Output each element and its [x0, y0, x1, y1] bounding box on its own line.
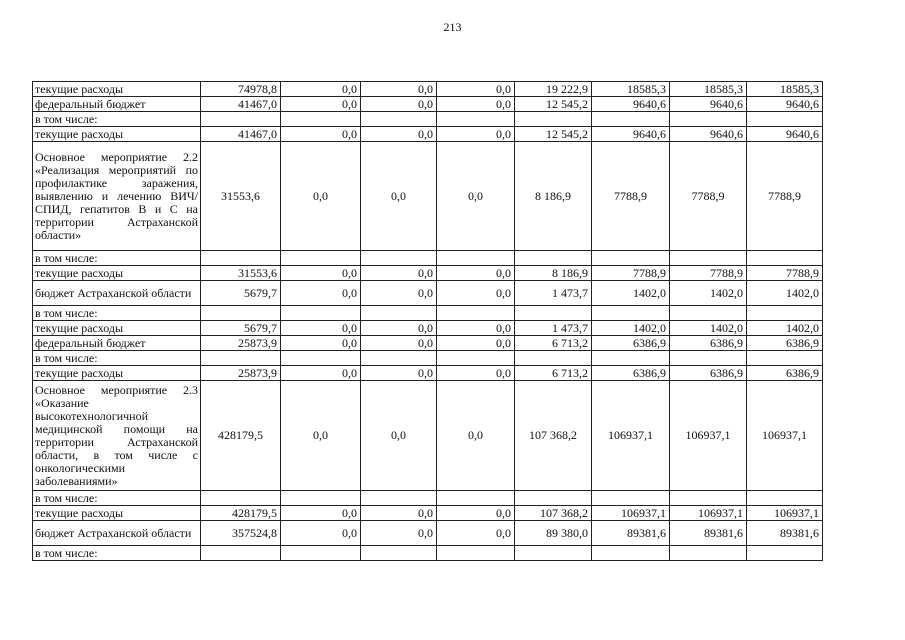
row-label: бюджет Астраханской области: [33, 521, 201, 546]
row-value-col-7: 9640,6: [670, 127, 747, 142]
row-value-col-1: 5679,7: [201, 321, 281, 336]
row-value-col-1: [201, 351, 281, 366]
row-value-col-6: 6386,9: [592, 366, 670, 381]
row-value-col-1: 31553,6: [201, 266, 281, 281]
row-value-col-3: 0,0: [361, 366, 437, 381]
row-value-col-5: 1 473,7: [515, 321, 592, 336]
row-value-col-6: [592, 251, 670, 266]
row-value-col-6: 89381,6: [592, 521, 670, 546]
row-value-col-4: 0,0: [437, 266, 515, 281]
row-label: Основное мероприятие 2.2 «Реализация мероприятий по профилактике заражения, выявлению и лечению ВИЧ/СПИД, гепатитов В и С на территории Астраханской области»: [33, 142, 201, 251]
row-value-col-3: 0,0: [361, 506, 437, 521]
row-value-col-2: 0,0: [281, 336, 361, 351]
row-value-col-1: [201, 491, 281, 506]
row-value-col-2: 0,0: [281, 142, 361, 251]
row-value-col-5: [515, 351, 592, 366]
row-value-col-4: 0,0: [437, 381, 515, 491]
row-value-col-7: 89381,6: [670, 521, 747, 546]
row-value-col-8: [747, 491, 823, 506]
row-value-col-3: [361, 491, 437, 506]
row-value-col-4: 0,0: [437, 281, 515, 306]
row-value-col-1: 25873,9: [201, 336, 281, 351]
row-value-col-4: [437, 351, 515, 366]
table-row: [33, 281, 823, 306]
table-row: [33, 112, 823, 127]
row-value-col-6: [592, 112, 670, 127]
table-row: [33, 366, 823, 381]
row-value-col-2: 0,0: [281, 97, 361, 112]
row-value-col-4: [437, 306, 515, 321]
table-row: [33, 142, 823, 251]
row-value-col-4: [437, 546, 515, 561]
row-value-col-2: 0,0: [281, 281, 361, 306]
row-value-col-3: [361, 112, 437, 127]
row-value-col-5: 6 713,2: [515, 366, 592, 381]
row-value-col-5: 89 380,0: [515, 521, 592, 546]
row-value-col-1: [201, 546, 281, 561]
row-value-col-2: [281, 491, 361, 506]
row-label: Основное мероприятие 2.3 «Оказание высокотехнологичной медицинской помощи на территории Астраханской области, в том числе с онкологическими заболеваниями»: [33, 381, 201, 491]
row-value-col-7: 106937,1: [670, 381, 747, 491]
row-value-col-3: 0,0: [361, 266, 437, 281]
row-label: в том числе:: [33, 546, 201, 561]
row-label: в том числе:: [33, 491, 201, 506]
row-value-col-6: 7788,9: [592, 142, 670, 251]
row-value-col-7: 6386,9: [670, 366, 747, 381]
row-value-col-5: 8 186,9: [515, 266, 592, 281]
row-value-col-1: 5679,7: [201, 281, 281, 306]
row-value-col-7: [670, 306, 747, 321]
row-value-col-8: 18585,3: [747, 82, 823, 97]
row-value-col-7: 9640,6: [670, 97, 747, 112]
row-label: текущие расходы: [33, 127, 201, 142]
row-value-col-7: 1402,0: [670, 321, 747, 336]
row-value-col-7: 18585,3: [670, 82, 747, 97]
row-value-col-8: [747, 251, 823, 266]
row-value-col-2: 0,0: [281, 321, 361, 336]
row-value-col-3: 0,0: [361, 82, 437, 97]
row-value-col-1: 428179,5: [201, 506, 281, 521]
row-value-col-4: [437, 251, 515, 266]
table-row: [33, 266, 823, 281]
row-value-col-2: 0,0: [281, 521, 361, 546]
row-value-col-1: 357524,8: [201, 521, 281, 546]
row-value-col-5: [515, 491, 592, 506]
row-value-col-5: 12 545,2: [515, 97, 592, 112]
table-row: [33, 127, 823, 142]
row-value-col-4: 0,0: [437, 506, 515, 521]
row-value-col-3: 0,0: [361, 281, 437, 306]
row-value-col-2: 0,0: [281, 127, 361, 142]
row-value-col-8: [747, 351, 823, 366]
row-value-col-5: 8 186,9: [515, 142, 592, 251]
row-value-col-6: 106937,1: [592, 381, 670, 491]
row-value-col-3: 0,0: [361, 97, 437, 112]
row-value-col-2: [281, 351, 361, 366]
row-value-col-3: 0,0: [361, 336, 437, 351]
row-value-col-7: 106937,1: [670, 506, 747, 521]
row-label: в том числе:: [33, 306, 201, 321]
row-value-col-7: [670, 546, 747, 561]
row-value-col-8: 9640,6: [747, 127, 823, 142]
row-value-col-5: 107 368,2: [515, 381, 592, 491]
table-row: [33, 82, 823, 97]
row-value-col-1: [201, 306, 281, 321]
row-value-col-6: [592, 351, 670, 366]
row-value-col-6: [592, 491, 670, 506]
row-value-col-8: 89381,6: [747, 521, 823, 546]
row-value-col-6: 9640,6: [592, 127, 670, 142]
row-value-col-7: 1402,0: [670, 281, 747, 306]
row-label: текущие расходы: [33, 266, 201, 281]
row-value-col-6: 18585,3: [592, 82, 670, 97]
row-value-col-8: 1402,0: [747, 281, 823, 306]
table-row: [33, 521, 823, 546]
row-value-col-3: [361, 251, 437, 266]
row-value-col-8: 7788,9: [747, 142, 823, 251]
row-value-col-6: 9640,6: [592, 97, 670, 112]
table-row: [33, 336, 823, 351]
table-row: [33, 491, 823, 506]
row-value-col-1: 41467,0: [201, 97, 281, 112]
row-value-col-5: 1 473,7: [515, 281, 592, 306]
row-value-col-3: 0,0: [361, 381, 437, 491]
row-value-col-7: [670, 251, 747, 266]
row-value-col-6: 6386,9: [592, 336, 670, 351]
row-value-col-2: 0,0: [281, 266, 361, 281]
row-value-col-2: 0,0: [281, 82, 361, 97]
row-value-col-4: 0,0: [437, 127, 515, 142]
row-value-col-6: 1402,0: [592, 281, 670, 306]
row-value-col-8: [747, 546, 823, 561]
budget-table: [32, 81, 823, 561]
row-value-col-5: 6 713,2: [515, 336, 592, 351]
row-value-col-3: [361, 351, 437, 366]
row-value-col-6: 1402,0: [592, 321, 670, 336]
row-value-col-2: [281, 112, 361, 127]
row-value-col-1: [201, 112, 281, 127]
row-value-col-8: 106937,1: [747, 381, 823, 491]
row-label: текущие расходы: [33, 366, 201, 381]
row-value-col-8: 7788,9: [747, 266, 823, 281]
row-value-col-5: 107 368,2: [515, 506, 592, 521]
row-label: текущие расходы: [33, 321, 201, 336]
table-row: [33, 97, 823, 112]
table-row: [33, 351, 823, 366]
row-value-col-7: 7788,9: [670, 266, 747, 281]
table-row: [33, 506, 823, 521]
row-value-col-4: [437, 491, 515, 506]
row-value-col-5: [515, 546, 592, 561]
row-value-col-2: 0,0: [281, 381, 361, 491]
row-value-col-3: 0,0: [361, 142, 437, 251]
row-value-col-2: 0,0: [281, 366, 361, 381]
row-label: в том числе:: [33, 112, 201, 127]
row-value-col-5: 19 222,9: [515, 82, 592, 97]
row-value-col-4: 0,0: [437, 366, 515, 381]
row-label: в том числе:: [33, 251, 201, 266]
row-value-col-6: [592, 306, 670, 321]
row-value-col-1: [201, 251, 281, 266]
row-value-col-6: [592, 546, 670, 561]
row-value-col-7: 6386,9: [670, 336, 747, 351]
row-value-col-4: 0,0: [437, 142, 515, 251]
table-body: [33, 82, 823, 561]
row-value-col-3: 0,0: [361, 127, 437, 142]
row-label: бюджет Астраханской области: [33, 281, 201, 306]
row-label: в том числе:: [33, 351, 201, 366]
row-value-col-7: [670, 491, 747, 506]
table-row: [33, 321, 823, 336]
row-value-col-2: [281, 306, 361, 321]
row-value-col-2: [281, 251, 361, 266]
row-value-col-2: 0,0: [281, 506, 361, 521]
row-value-col-8: 9640,6: [747, 97, 823, 112]
row-label: текущие расходы: [33, 506, 201, 521]
row-value-col-4: 0,0: [437, 321, 515, 336]
row-label: федеральный бюджет: [33, 97, 201, 112]
row-value-col-8: 1402,0: [747, 321, 823, 336]
row-value-col-8: 106937,1: [747, 506, 823, 521]
row-value-col-3: 0,0: [361, 521, 437, 546]
row-value-col-3: 0,0: [361, 321, 437, 336]
row-value-col-2: [281, 546, 361, 561]
row-value-col-8: 6386,9: [747, 336, 823, 351]
row-value-col-1: 41467,0: [201, 127, 281, 142]
row-value-col-5: 12 545,2: [515, 127, 592, 142]
table-row: [33, 546, 823, 561]
row-value-col-4: 0,0: [437, 82, 515, 97]
row-value-col-4: 0,0: [437, 521, 515, 546]
row-value-col-4: 0,0: [437, 336, 515, 351]
row-value-col-1: 25873,9: [201, 366, 281, 381]
table-row: [33, 381, 823, 491]
row-value-col-5: [515, 306, 592, 321]
row-value-col-7: [670, 351, 747, 366]
row-value-col-1: 74978,8: [201, 82, 281, 97]
row-value-col-1: 31553,6: [201, 142, 281, 251]
row-value-col-4: 0,0: [437, 97, 515, 112]
row-value-col-6: 7788,9: [592, 266, 670, 281]
row-label: федеральный бюджет: [33, 336, 201, 351]
row-value-col-8: [747, 306, 823, 321]
table-row: [33, 306, 823, 321]
page-number: 213: [443, 20, 462, 34]
row-value-col-6: 106937,1: [592, 506, 670, 521]
row-value-col-7: [670, 112, 747, 127]
row-value-col-5: [515, 251, 592, 266]
row-label: текущие расходы: [33, 82, 201, 97]
row-value-col-3: [361, 306, 437, 321]
row-value-col-4: [437, 112, 515, 127]
row-value-col-5: [515, 112, 592, 127]
row-value-col-1: 428179,5: [201, 381, 281, 491]
row-value-col-7: 7788,9: [670, 142, 747, 251]
table-row: [33, 251, 823, 266]
row-value-col-8: [747, 112, 823, 127]
row-value-col-3: [361, 546, 437, 561]
row-value-col-8: 6386,9: [747, 366, 823, 381]
